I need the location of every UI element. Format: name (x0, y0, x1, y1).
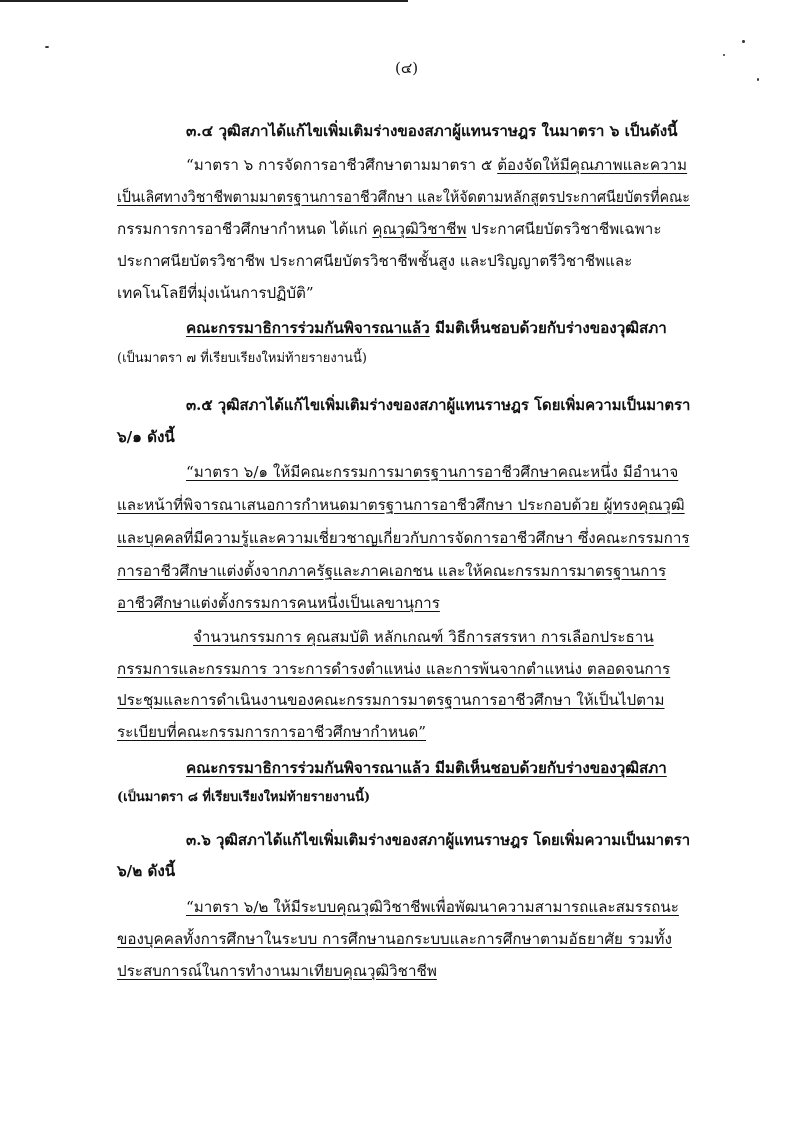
quote-text: ประกาศนียบัตรวิชาชีพเฉพาะ (466, 220, 662, 238)
scan-speck (742, 40, 745, 43)
section-3-6-heading: ๖/๒ ดังนี้ (117, 862, 176, 880)
section-3-4-quote-line (186, 155, 687, 175)
committee-text: มีมติเห็นชอบด้วยกับร่างของวุฒิสภา (429, 759, 667, 777)
section-3-5-quote-line: จำนวนกรรมการ คุณสมบัติ หลักเกณฑ์ วิธีการสรรหา การเลือกประธาน (193, 628, 654, 646)
section-3-5-quote-line: การอาชีวศึกษาแต่งตั้งจากภาครัฐและภาคเอกชน และให้คณะกรรมการมาตรฐานการ (117, 562, 667, 580)
section-3-5-quote-line: และบุคคลที่มีความรู้และความเชี่ยวชาญเกี่ยวกับการจัดการอาชีวศึกษา ซึ่งคณะกรรมการ (117, 529, 690, 547)
quote-underlined-text: ต้องจัดให้มีคุณภาพและความ (497, 156, 688, 174)
quote-text: กรรมการการอาชีวศึกษากำหนด ได้แก่ (117, 220, 373, 238)
section-3-5-heading: ๓.๕ วุฒิสภาได้แก้ไขเพิ่มเติมร่างของสภาผู้แทนราษฎร โดยเพิ่มความเป็นมาตรา (186, 396, 691, 414)
renumber-note: (เป็นมาตรา ๗ ที่เรียบเรียงใหม่ท้ายรายงานนี้) (117, 351, 367, 366)
scan-speck (45, 46, 49, 48)
quote-text: “มาตรา ๖ การจัดการอาชีวศึกษาตามมาตรา ๕ (186, 156, 498, 174)
quote-underlined-text: คุณวุฒิวิชาชีพ (372, 220, 467, 238)
section-3-6-quote-line: ประสบการณ์ในการทำงานมาเทียบคุณวุฒิวิชาชีพ (117, 962, 437, 980)
section-3-5-quote-line: ประชุมและการดำเนินงานของคณะกรรมการมาตรฐานการอาชีวศึกษา ให้เป็นไปตาม (117, 691, 665, 709)
committee-text: มีมติเห็นชอบด้วยกับร่างของวุฒิสภา (429, 319, 667, 337)
section-3-5-quote-line: กรรมการและกรรมการ วาระการดำรงตำแหน่ง และการพ้นจากตำแหน่ง ตลอดจนการ (117, 660, 671, 678)
scan-speck (723, 54, 725, 56)
section-3-5-quote-line: และหน้าที่พิจารณาเสนอการกำหนดมาตรฐานการอาชีวศึกษา ประกอบด้วย ผู้ทรงคุณวุฒิ (117, 496, 685, 514)
section-3-5-heading: ๖/๑ ดังนี้ (117, 428, 175, 446)
renumber-note: (เป็นมาตรา ๘ ที่เรียบเรียงใหม่ท้ายรายงานนี้) (117, 790, 371, 805)
section-3-4-quote-line: ประกาศนียบัตรวิชาชีพ ประกาศนียบัตรวิชาชีพชั้นสูง และปริญญาตรีวิชาชีพและ (117, 252, 633, 270)
section-3-4-quote-line (117, 219, 661, 239)
page-number: (๔) (395, 59, 419, 77)
committee-label: คณะกรรมาธิการร่วมกันพิจารณาแล้ว (186, 319, 430, 337)
committee-resolution (186, 758, 667, 778)
section-3-4-heading: ๓.๔ วุฒิสภาได้แก้ไขเพิ่มเติมร่างของสภาผู้แทนราษฎร ในมาตรา ๖ เป็นดังนี้ (186, 122, 678, 140)
section-3-5-quote-line: “มาตรา ๖/๑ ให้มีคณะกรรมการมาตรฐานการอาชีวศึกษาคณะหนึ่ง มีอำนาจ (186, 463, 679, 481)
scan-speck (757, 78, 759, 81)
section-3-4-quote-line: เป็นเลิศทางวิชาชีพตามมาตรฐานการอาชีวศึกษา และให้จัดตามหลักสูตรประกาศนียบัตรที่คณะ (117, 188, 690, 206)
section-3-5-quote-line: อาชีวศึกษาแต่งตั้งกรรมการคนหนึ่งเป็นเลขานุการ (117, 594, 440, 612)
committee-resolution (186, 318, 667, 338)
section-3-5-quote-line: ระเบียบที่คณะกรรมการการอาชีวศึกษากำหนด” (117, 723, 426, 741)
section-3-6-quote-line: ของบุคคลทั้งการศึกษาในระบบ การศึกษานอกระบบและการศึกษาตามอัธยาศัย รวมทั้ง (117, 930, 672, 948)
section-3-4-quote-line: เทคโนโลยีที่มุ่งเน้นการปฏิบัติ” (117, 284, 314, 302)
committee-label: คณะกรรมาธิการร่วมกันพิจารณาแล้ว (186, 759, 430, 777)
top-rule (0, 0, 408, 2)
section-3-6-heading: ๓.๖ วุฒิสภาได้แก้ไขเพิ่มเติมร่างของสภาผู้แทนราษฎร โดยเพิ่มความเป็นมาตรา (186, 831, 691, 849)
section-3-6-quote-line: “มาตรา ๖/๒ ให้มีระบบคุณวุฒิวิชาชีพเพื่อพัฒนาความสามารถและสมรรถนะ (186, 898, 679, 916)
